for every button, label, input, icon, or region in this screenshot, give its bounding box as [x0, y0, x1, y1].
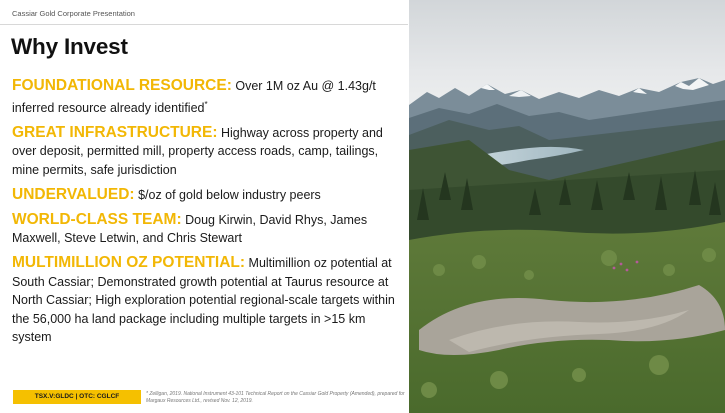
bullet-heading: GREAT INFRASTRUCTURE:	[12, 123, 218, 141]
footnote-marker: *	[204, 99, 208, 109]
slide-title: Why Invest	[11, 34, 128, 59]
bullet-multimillion-oz-potential	[12, 254, 404, 347]
bullet-body: Doug Kirwin, David Rhys, James Maxwell, Steve Letwin, and Chris Stewart	[12, 212, 368, 246]
bullet-body: Highway across property and over deposit, permitted mill, property access roads, camp, tailings, mine permits, safe jurisdiction	[12, 125, 383, 177]
bullet-heading: UNDERVALUED:	[12, 185, 135, 203]
presentation-header: Cassiar Gold Corporate Presentation	[12, 9, 135, 18]
bullet-body: $/oz of gold below industry peers	[138, 187, 321, 202]
ticker-badge: TSX.V:GLDC | OTC: CGLCF	[13, 390, 141, 404]
bullet-foundational-resource	[12, 77, 404, 117]
bullet-heading: FOUNDATIONAL RESOURCE:	[12, 77, 232, 94]
header-divider	[0, 24, 408, 25]
bullet-heading: MULTIMILLION OZ POTENTIAL:	[12, 254, 246, 272]
bullet-undervalued	[12, 186, 404, 205]
bullet-great-infrastructure	[12, 124, 404, 180]
bullet-world-class-team	[12, 211, 404, 248]
bullet-body: Over 1M oz Au @ 1.43g/t inferred resource already identified	[12, 79, 376, 115]
bullet-body: Multimillion oz potential at South Cassiar; Demonstrated growth potential at Taurus resource at North Cassiar; High exploration potential regional-scale targets within the 56,000 ha land package including multiple targets in >15 km system	[12, 256, 395, 345]
bullet-heading: WORLD-CLASS TEAM:	[12, 210, 182, 228]
bullet-list	[12, 77, 404, 353]
landscape-photo	[409, 0, 725, 413]
footnote: * Zelligan, 2019. National Instrument 43-101 Technical Report on the Cassiar Gold Property (Amended), prepared for Margaux Resources Ltd., revised Nov. 12, 2019.	[146, 391, 405, 404]
